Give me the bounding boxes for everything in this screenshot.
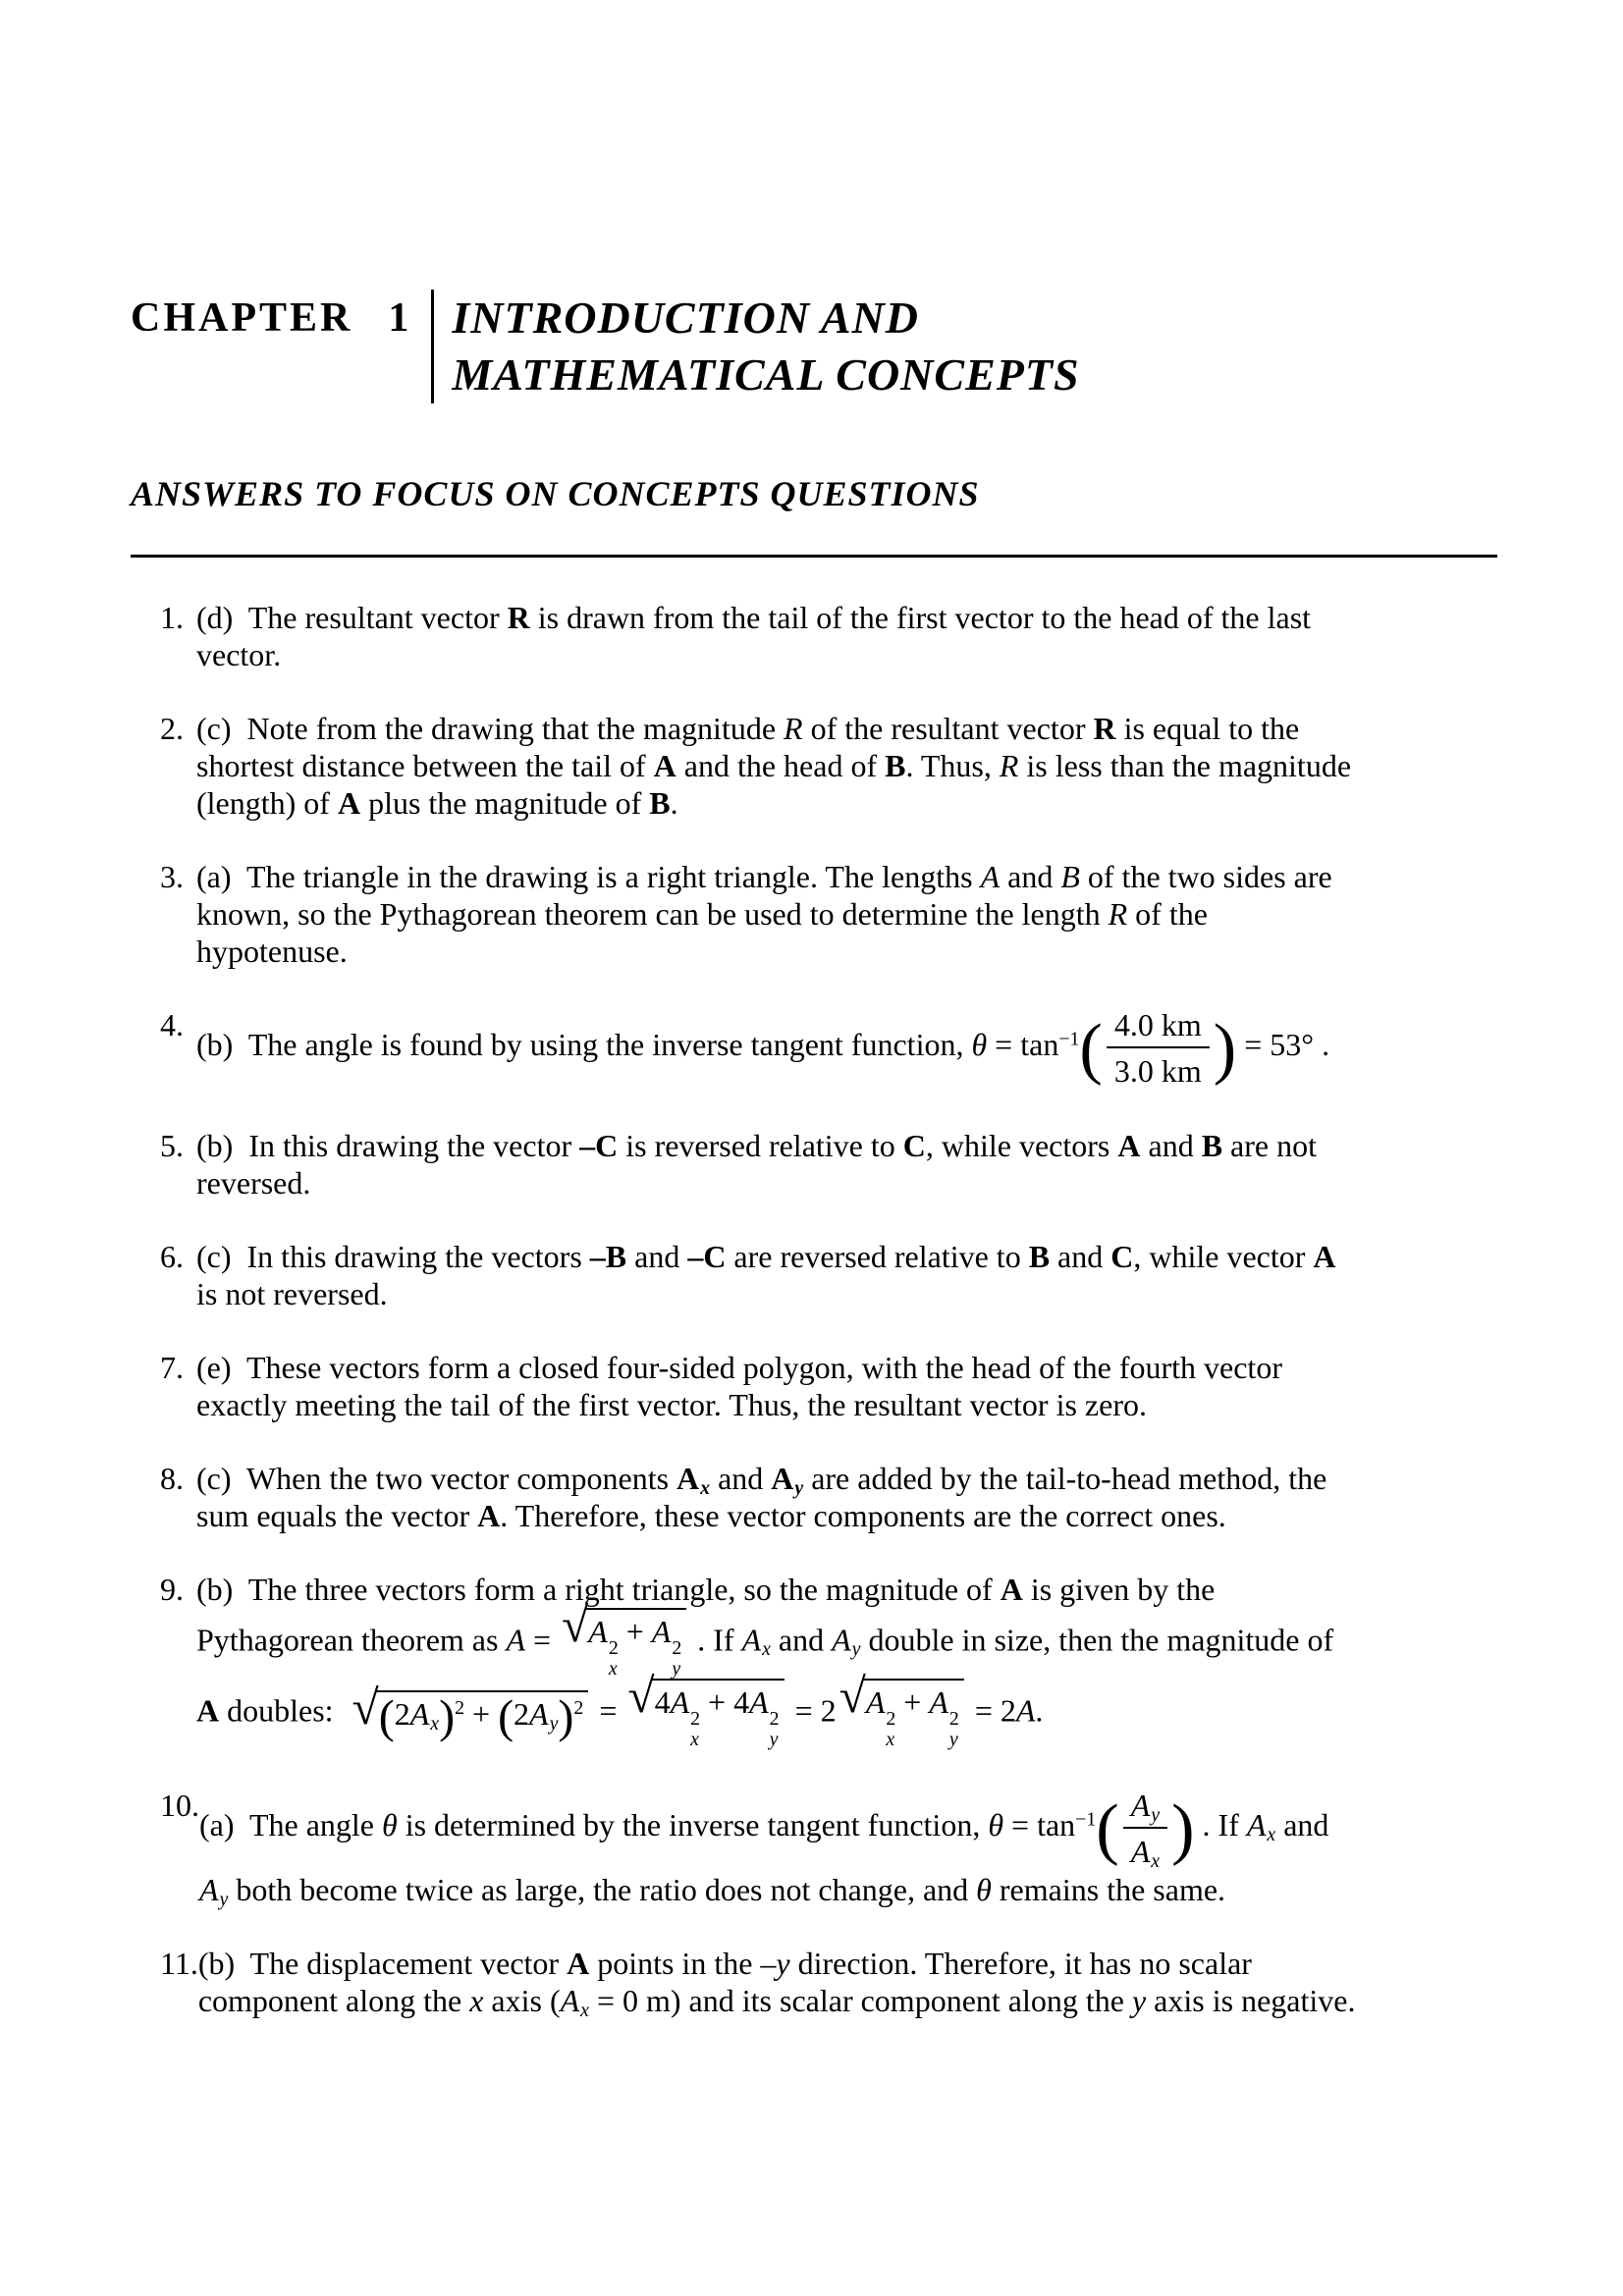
subscript: x bbox=[1151, 1850, 1161, 1873]
superscript: −1 bbox=[1075, 1808, 1097, 1831]
sup-sub-stack bbox=[949, 1709, 959, 1750]
subscript: x bbox=[886, 1729, 895, 1751]
item-content bbox=[196, 710, 1351, 822]
text-run: . Therefore, these vector components are the correct ones. bbox=[500, 1497, 1226, 1533]
text-run: A bbox=[670, 1684, 690, 1721]
subscript: y bbox=[948, 1729, 958, 1751]
item-content bbox=[196, 858, 1332, 970]
right-paren: ) bbox=[1213, 1009, 1237, 1087]
text-run: x bbox=[469, 1982, 484, 2018]
item-number: 3. bbox=[160, 859, 184, 894]
square-root bbox=[352, 1680, 589, 1743]
text-run: = tan bbox=[1003, 1807, 1076, 1843]
text-run: A bbox=[771, 1460, 794, 1496]
text-run: R bbox=[999, 748, 1019, 783]
text-run: is equal to the bbox=[1115, 711, 1300, 746]
subscript: x bbox=[430, 1712, 440, 1735]
superscript: 2 bbox=[573, 1696, 584, 1719]
text-run: y bbox=[776, 1945, 790, 1981]
text-run: . bbox=[1035, 1692, 1044, 1729]
text-run: and bbox=[1050, 1238, 1111, 1274]
text-run: 2 bbox=[394, 1695, 410, 1732]
text-run: A bbox=[1117, 1127, 1141, 1163]
text-run: A bbox=[567, 1945, 590, 1981]
text-run: A bbox=[560, 1982, 580, 2018]
text-run: –C bbox=[579, 1127, 619, 1163]
subscript: x bbox=[700, 1476, 711, 1499]
superscript: 2 bbox=[690, 1708, 701, 1731]
text-run: points in the – bbox=[589, 1945, 777, 1981]
header-divider bbox=[431, 290, 434, 403]
item-number: 5. bbox=[160, 1127, 184, 1163]
left-paren: ( bbox=[1079, 1009, 1103, 1087]
text-run: and bbox=[626, 1238, 688, 1274]
text-run: R bbox=[784, 711, 803, 746]
item-content bbox=[198, 1945, 1356, 2019]
text-run: A bbox=[1246, 1807, 1267, 1843]
section-divider bbox=[131, 555, 1497, 558]
text-run: B bbox=[649, 785, 671, 821]
fraction bbox=[1107, 1006, 1210, 1091]
answer-item bbox=[160, 1787, 1623, 1908]
item-content bbox=[196, 1349, 1282, 1423]
subscript: y bbox=[794, 1476, 804, 1499]
left-paren: ( bbox=[378, 1690, 395, 1743]
text-run: double in size, then the magnitude of bbox=[860, 1622, 1334, 1658]
text-run: and the head of bbox=[676, 748, 886, 783]
text-run: = bbox=[525, 1622, 560, 1658]
radical-sign: √ bbox=[627, 1669, 655, 1724]
fraction bbox=[1123, 1787, 1167, 1871]
item-content bbox=[196, 1238, 1336, 1312]
superscript: 2 bbox=[948, 1708, 959, 1731]
text-run: + bbox=[618, 1613, 652, 1649]
radicand bbox=[652, 1679, 784, 1750]
text-run: A bbox=[199, 1871, 219, 1907]
text-run: and bbox=[1275, 1807, 1329, 1843]
text-run: = bbox=[591, 1692, 625, 1729]
text-run: A bbox=[1015, 1692, 1036, 1729]
subscript: x bbox=[762, 1638, 771, 1661]
text-run: and bbox=[1140, 1127, 1202, 1163]
text-run: (a) The angle bbox=[199, 1807, 382, 1843]
text-run: (d) The resultant vector bbox=[196, 600, 508, 635]
text-run: θ bbox=[971, 1027, 988, 1063]
text-run: 4 bbox=[733, 1684, 750, 1721]
item-number: 10. bbox=[160, 1787, 199, 1823]
text-run: (b) The angle is found by using the inverse tangent function, bbox=[196, 1027, 972, 1063]
text-run: A bbox=[1313, 1238, 1336, 1274]
answer-item bbox=[160, 858, 1623, 970]
text-run: B bbox=[1060, 859, 1080, 894]
text-run: A bbox=[832, 1622, 851, 1658]
text-run: , while vectors bbox=[925, 1127, 1118, 1163]
text-run: shortest distance between the tail of bbox=[196, 748, 654, 783]
fraction-numerator bbox=[1107, 1006, 1210, 1048]
radical-sign: √ bbox=[352, 1680, 379, 1735]
sup-sub-stack bbox=[886, 1709, 895, 1750]
right-paren: ) bbox=[1171, 1789, 1195, 1867]
text-run: axis is negative. bbox=[1146, 1982, 1356, 2018]
square-root bbox=[562, 1597, 686, 1680]
answer-item bbox=[160, 1945, 1623, 2019]
text-run: component along the bbox=[197, 1982, 470, 2018]
text-run: A bbox=[980, 859, 1001, 894]
subscript: y bbox=[219, 1888, 229, 1910]
text-run: = 2 bbox=[966, 1692, 1016, 1729]
text-run: sum equals the vector bbox=[196, 1497, 478, 1533]
superscript: 2 bbox=[886, 1708, 896, 1731]
item-content bbox=[196, 1127, 1317, 1201]
item-number: 8. bbox=[160, 1460, 184, 1496]
chapter-label: CHAPTER bbox=[131, 295, 353, 341]
text-run: (a) The triangle in the drawing is a right triangle. The lengths bbox=[196, 859, 981, 894]
item-content bbox=[199, 1787, 1328, 1908]
answer-item bbox=[160, 1006, 1623, 1091]
text-run: and bbox=[710, 1460, 772, 1496]
subscript: x bbox=[580, 1999, 589, 2021]
text-run: A bbox=[741, 1622, 762, 1658]
answer-item bbox=[160, 710, 1623, 822]
superscript: 2 bbox=[608, 1636, 619, 1659]
subscript: x bbox=[1267, 1824, 1276, 1846]
text-run: 2 bbox=[514, 1695, 530, 1732]
text-run: of the resultant vector bbox=[802, 711, 1094, 746]
fraction-numerator bbox=[1123, 1787, 1167, 1829]
item-content bbox=[196, 1460, 1326, 1534]
text-run: = tan bbox=[987, 1027, 1059, 1063]
item-number: 4. bbox=[160, 1007, 184, 1042]
text-run: θ bbox=[988, 1807, 1004, 1843]
text-run: is determined by the inverse tangent function, bbox=[397, 1807, 989, 1843]
text-run: B bbox=[1028, 1238, 1051, 1274]
item-number: 6. bbox=[160, 1238, 184, 1274]
text-run: A bbox=[529, 1695, 549, 1732]
text-run: A bbox=[929, 1684, 948, 1721]
text-run: . Thus, bbox=[905, 748, 1000, 783]
text-run: direction. Therefore, it has no scalar bbox=[789, 1945, 1252, 1981]
text-run: = 53° . bbox=[1236, 1027, 1330, 1063]
text-run: A bbox=[1130, 1787, 1151, 1823]
text-run: + bbox=[700, 1684, 734, 1721]
left-paren: ( bbox=[1096, 1789, 1119, 1867]
text-run: A bbox=[409, 1695, 430, 1732]
text-run: A bbox=[865, 1684, 886, 1721]
text-run: (c) Note from the drawing that the magnitude bbox=[196, 711, 784, 746]
square-root bbox=[627, 1669, 784, 1751]
item-number: 1. bbox=[160, 600, 184, 635]
text-run: (b) In this drawing the vector bbox=[196, 1127, 580, 1163]
item-number: 7. bbox=[160, 1349, 184, 1385]
text-run: A bbox=[506, 1622, 525, 1658]
radicand bbox=[376, 1690, 589, 1743]
chapter-title-line-1: INTRODUCTION AND bbox=[452, 293, 919, 343]
sup-sub-stack bbox=[609, 1638, 619, 1680]
right-paren: ) bbox=[558, 1690, 574, 1743]
text-run: . If bbox=[1194, 1807, 1247, 1843]
chapter-number-block bbox=[131, 290, 411, 403]
superscript: −1 bbox=[1058, 1028, 1080, 1050]
answers-list bbox=[0, 599, 1623, 2019]
radical-sign: √ bbox=[562, 1597, 589, 1652]
superscript: 2 bbox=[672, 1636, 682, 1659]
right-paren: ) bbox=[439, 1690, 456, 1743]
item-number: 9. bbox=[160, 1571, 184, 1607]
superscript: 2 bbox=[455, 1696, 465, 1719]
answer-item bbox=[160, 1127, 1623, 1201]
text-run: (e) These vectors form a closed four-sided polygon, with the head of the fourth vector bbox=[196, 1349, 1282, 1385]
item-content bbox=[196, 599, 1311, 673]
text-run: A bbox=[588, 1613, 608, 1649]
text-run: = 0 m) and its scalar component along the bbox=[588, 1982, 1132, 2018]
square-root bbox=[839, 1669, 964, 1751]
chapter-number: 1 bbox=[388, 295, 412, 341]
text-run: B bbox=[1201, 1127, 1223, 1163]
text-run: –B bbox=[589, 1238, 627, 1274]
answer-item bbox=[160, 1238, 1623, 1312]
text-run: A bbox=[196, 1692, 220, 1729]
text-run: A bbox=[1130, 1834, 1151, 1870]
text-run: of the bbox=[1127, 896, 1208, 932]
fraction-denominator bbox=[1107, 1048, 1210, 1090]
text-run: B bbox=[885, 748, 906, 783]
text-run: A bbox=[1000, 1571, 1023, 1607]
text-run: –C bbox=[687, 1238, 727, 1274]
sup-sub-stack bbox=[672, 1638, 681, 1680]
text-run: 4.0 km bbox=[1113, 1007, 1202, 1042]
text-run: reversed. bbox=[196, 1164, 311, 1201]
text-run: A bbox=[676, 1460, 700, 1496]
text-run: A bbox=[337, 785, 361, 821]
text-run: + bbox=[464, 1695, 499, 1732]
text-run: Pythagorean theorem as bbox=[196, 1622, 507, 1658]
chapter-header bbox=[0, 0, 1623, 403]
text-run: y bbox=[1131, 1982, 1147, 2018]
text-run: R bbox=[1108, 896, 1128, 932]
radicand bbox=[863, 1679, 964, 1750]
text-run: remains the same. bbox=[991, 1871, 1226, 1907]
text-run: (c) When the two vector components bbox=[196, 1460, 677, 1496]
item-content bbox=[196, 1006, 1329, 1091]
text-run: (length) of bbox=[196, 785, 338, 821]
text-run: = 2 bbox=[786, 1692, 837, 1729]
text-run: is less than the magnitude bbox=[1018, 748, 1352, 783]
text-run: is given by the bbox=[1022, 1571, 1216, 1607]
text-run: hypotenuse. bbox=[196, 934, 348, 969]
sup-sub-stack bbox=[690, 1709, 700, 1750]
text-run: exactly meeting the tail of the first vector. Thus, the resultant vector is zero. bbox=[196, 1386, 1147, 1422]
subscript: y bbox=[549, 1712, 559, 1735]
text-run: (c) In this drawing the vectors bbox=[196, 1238, 590, 1274]
subscript: y bbox=[672, 1657, 681, 1680]
answer-item bbox=[160, 1349, 1623, 1423]
text-run: 4 bbox=[654, 1684, 671, 1721]
text-run: are reversed relative to bbox=[726, 1238, 1029, 1274]
text-run: both become twice as large, the ratio does not change, and bbox=[228, 1871, 977, 1907]
text-run: axis ( bbox=[483, 1982, 561, 2018]
text-run: . bbox=[670, 785, 678, 821]
text-run: is reversed relative to bbox=[618, 1127, 903, 1163]
radical-sign: √ bbox=[839, 1669, 866, 1724]
text-run: are added by the tail-to-head method, the bbox=[803, 1460, 1327, 1496]
text-run: + bbox=[895, 1684, 930, 1721]
text-run: R bbox=[1093, 711, 1116, 746]
answer-item bbox=[160, 1571, 1623, 1750]
text-run: of the two sides are bbox=[1079, 859, 1332, 894]
text-run: A bbox=[651, 1613, 672, 1649]
text-run: A bbox=[749, 1684, 769, 1721]
item-content bbox=[196, 1571, 1333, 1750]
text-run: plus the magnitude of bbox=[360, 785, 650, 821]
chapter-title-line-2: MATHEMATICAL CONCEPTS bbox=[452, 349, 1080, 400]
sup-sub-stack bbox=[770, 1709, 780, 1750]
text-run: and bbox=[770, 1622, 833, 1658]
text-run: . If bbox=[689, 1622, 742, 1658]
text-run: (b) The displacement vector bbox=[197, 1945, 568, 1981]
text-run: A bbox=[477, 1497, 501, 1533]
subscript: y bbox=[1151, 1803, 1161, 1826]
text-run: 3.0 km bbox=[1113, 1053, 1202, 1090]
text-run: is drawn from the tail of the first vector to the head of the last bbox=[529, 600, 1312, 635]
answer-item bbox=[160, 599, 1623, 673]
subscript: x bbox=[690, 1729, 699, 1751]
text-run: vector. bbox=[196, 637, 282, 672]
fraction-denominator bbox=[1123, 1829, 1167, 1873]
answer-item bbox=[160, 1460, 1623, 1534]
text-run: A bbox=[653, 748, 676, 783]
subscript: y bbox=[851, 1638, 861, 1661]
superscript: 2 bbox=[769, 1708, 780, 1731]
subscript: x bbox=[608, 1657, 618, 1680]
text-run: θ bbox=[976, 1871, 992, 1907]
item-number: 2. bbox=[160, 711, 184, 746]
left-paren: ( bbox=[498, 1690, 514, 1743]
text-run: known, so the Pythagorean theorem can be used to determine the length bbox=[196, 896, 1109, 932]
text-run: θ bbox=[381, 1807, 398, 1843]
text-run: and bbox=[1000, 859, 1061, 894]
item-number: 11. bbox=[160, 1945, 198, 1981]
subscript: y bbox=[769, 1729, 779, 1751]
text-run: C bbox=[902, 1127, 926, 1163]
text-run: are not bbox=[1222, 1127, 1317, 1163]
text-run: , while vector bbox=[1133, 1238, 1314, 1274]
text-run: R bbox=[507, 600, 530, 635]
chapter-title bbox=[452, 290, 1079, 403]
text-run: doubles: bbox=[219, 1692, 350, 1729]
text-run: C bbox=[1110, 1238, 1134, 1274]
text-run: (b) The three vectors form a right triangle, so the magnitude of bbox=[196, 1571, 1001, 1607]
section-heading: ANSWERS TO FOCUS ON CONCEPTS QUESTIONS bbox=[131, 474, 980, 513]
text-run: is not reversed. bbox=[196, 1275, 388, 1311]
